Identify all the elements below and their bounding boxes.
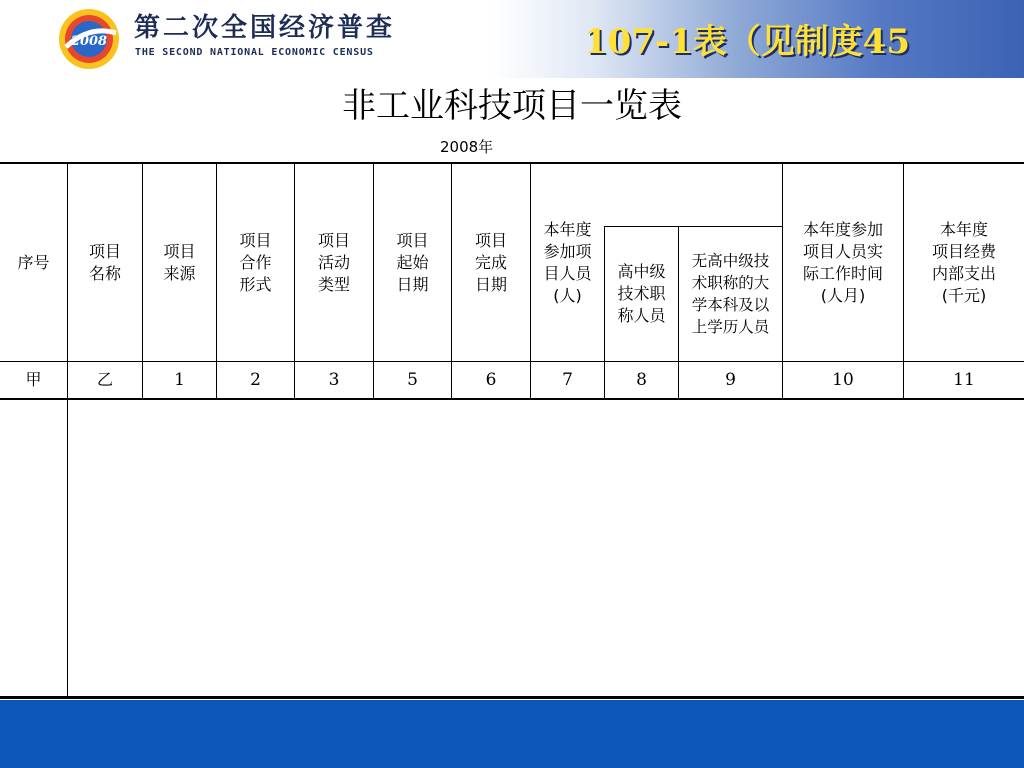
header-funding: 本年度 项目经费 内部支出 (千元) bbox=[931, 219, 996, 305]
table-body-empty bbox=[68, 400, 1024, 696]
census-logo-icon bbox=[56, 7, 122, 71]
code-cell: 9 bbox=[725, 370, 736, 390]
header-degree-staff: 无高中级技 术职称的大 学本科及以 上学历人员 bbox=[691, 252, 770, 336]
code-cell: 2 bbox=[250, 370, 261, 390]
header-cooperation-form: 项目 合作 形式 bbox=[239, 230, 272, 294]
year-label: 2008年 bbox=[440, 138, 494, 156]
header-activity-type: 项目 活动 类型 bbox=[317, 230, 350, 294]
code-cell: 11 bbox=[953, 370, 975, 390]
census-name-en: THE SECOND NATIONAL ECONOMIC CENSUS bbox=[135, 47, 374, 58]
header-staff-count: 本年度 参加项 目人员 (人) bbox=[543, 219, 592, 305]
footer-bar bbox=[0, 700, 1024, 768]
header-finish-date: 项目 完成 日期 bbox=[474, 230, 507, 294]
code-cell: 6 bbox=[485, 370, 497, 390]
code-cell: 5 bbox=[407, 370, 418, 390]
header-banner bbox=[0, 0, 1024, 78]
header-project-name: 项目 名称 bbox=[88, 241, 121, 283]
code-cell: 1 bbox=[174, 370, 185, 390]
header-seq: 序号 bbox=[17, 252, 50, 272]
census-name-cn: 第二次全国经济普查 bbox=[134, 13, 396, 43]
header-start-date: 项目 起始 日期 bbox=[396, 230, 429, 294]
logo-year: 2008 bbox=[70, 34, 108, 49]
code-cell: 3 bbox=[328, 370, 340, 390]
header-project-source: 项目 来源 bbox=[163, 241, 196, 283]
table-border-bottom bbox=[0, 696, 1024, 699]
code-cell: 甲 bbox=[25, 370, 42, 389]
code-cell: 10 bbox=[832, 370, 854, 390]
code-cell: 8 bbox=[636, 370, 647, 390]
header-senior-staff: 高中级 技术职 称人员 bbox=[617, 262, 666, 325]
form-code: 107-1表（见制度45 bbox=[584, 22, 911, 62]
code-cell: 7 bbox=[562, 370, 573, 390]
header-work-time: 本年度参加 项目人员实 际工作时间 (人月) bbox=[802, 219, 883, 305]
page-title: 非工业科技项目一览表 bbox=[342, 86, 682, 126]
code-cell: 乙 bbox=[96, 370, 113, 389]
